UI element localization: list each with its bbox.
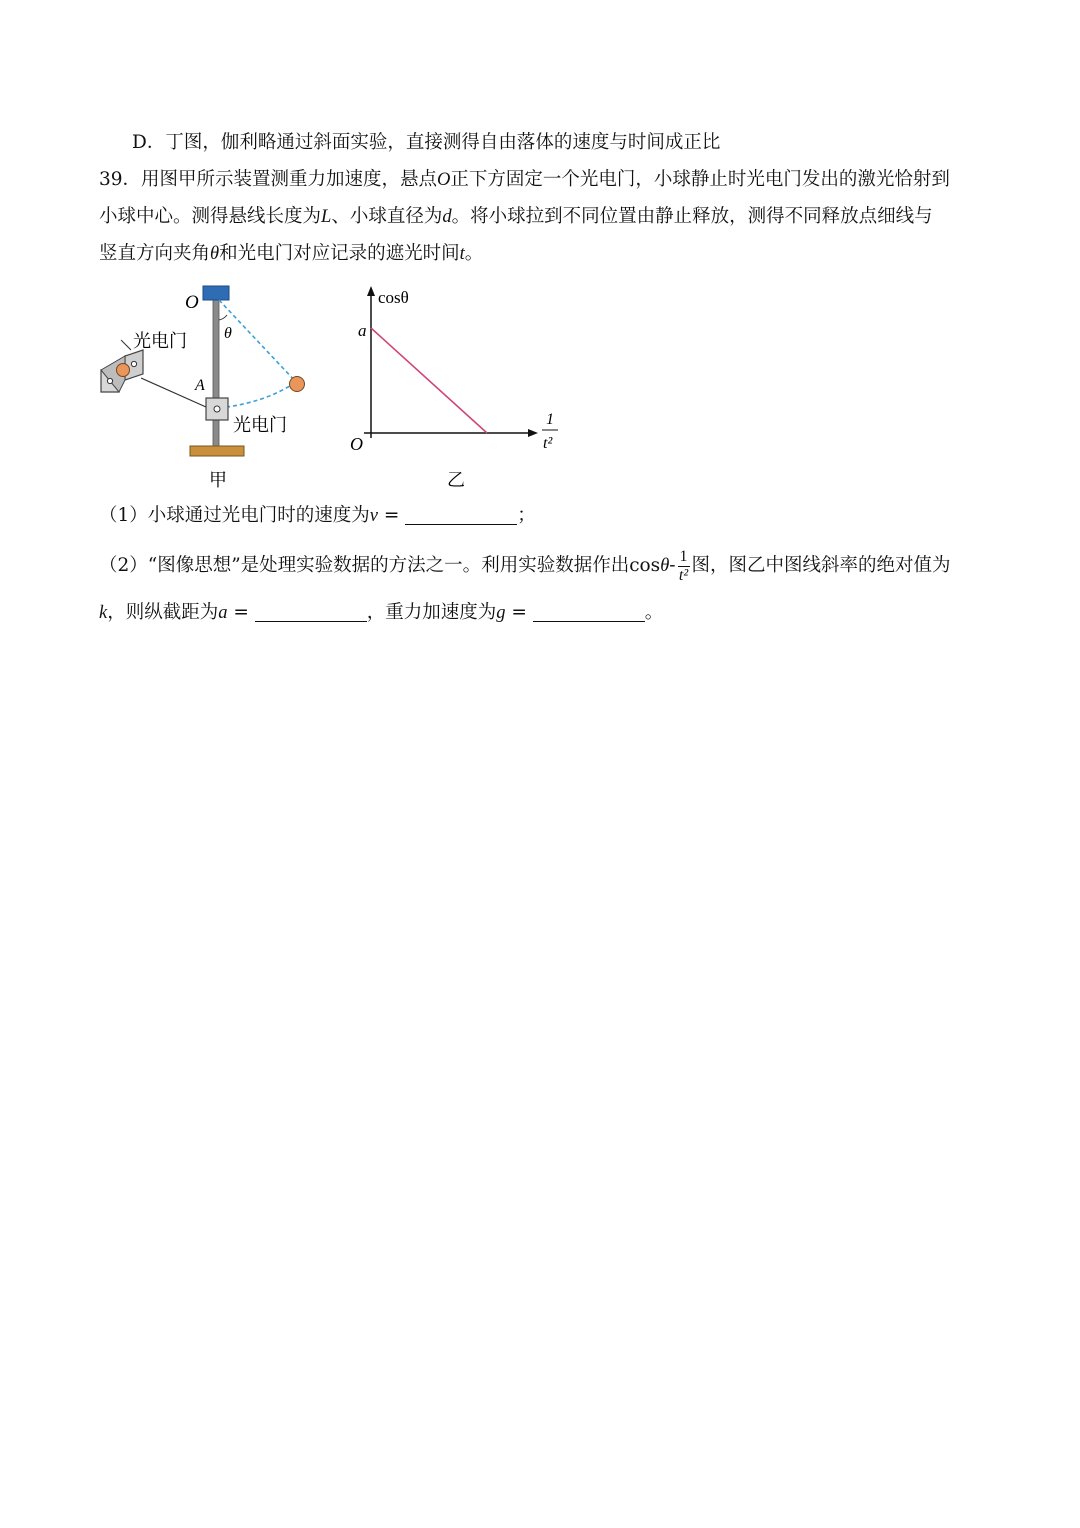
var-O: O	[437, 170, 451, 190]
var-L: L	[321, 207, 332, 227]
answer-blank-v[interactable]	[405, 504, 517, 525]
var-d: d	[442, 207, 452, 227]
data-line	[371, 328, 487, 433]
equals: =	[378, 505, 406, 526]
sub2-text: ，则纵截距为	[107, 602, 219, 623]
frac-den: t²	[678, 566, 689, 584]
y-axis-label: cosθ	[378, 288, 409, 307]
intercept-label: a	[358, 321, 367, 340]
answer-blank-a[interactable]	[255, 601, 367, 622]
var-theta: θ	[210, 244, 220, 264]
var-g: g	[496, 603, 506, 623]
angle-arc	[219, 315, 227, 320]
label-theta: θ	[224, 325, 232, 342]
enlarged-ball	[117, 364, 130, 377]
sub2-text: 图，图乙中图线斜率的绝对值为	[691, 555, 951, 576]
var-theta: θ	[660, 556, 670, 576]
q39-text: 。	[464, 243, 484, 264]
y-axis-arrow-icon	[367, 286, 375, 296]
option-d-text: D．丁图，伽利略通过斜面实验，直接测得自由落体的速度与时间成正比	[132, 132, 721, 153]
base-plate	[190, 446, 244, 456]
caption-yi: 乙	[447, 470, 465, 490]
photogate-hole-icon	[214, 406, 220, 412]
origin-label: O	[350, 434, 363, 454]
answer-blank-g[interactable]	[533, 601, 645, 622]
var-a: a	[218, 603, 228, 623]
equals: =	[505, 602, 533, 623]
label-A: A	[195, 377, 205, 394]
q39-line-1	[99, 167, 950, 193]
q39-text: 和光电门对应记录的遮光时间	[219, 243, 460, 264]
pendulum-ball	[290, 377, 305, 392]
q39-text: 、小球直径为	[331, 206, 443, 227]
sub2-text: ，重力加速度为	[366, 602, 497, 623]
label-gate-top: 光电门	[133, 331, 187, 351]
caption-jia: 甲	[209, 470, 227, 490]
figure-jia	[95, 278, 325, 493]
q39-line-3	[99, 241, 483, 267]
sub2-line-1	[99, 546, 951, 586]
var-k: k	[99, 603, 108, 623]
sub2-line-2	[99, 600, 663, 626]
gate-hole-icon	[107, 378, 112, 383]
sub1-text: （1）小球通过光电门时的速度为	[99, 505, 370, 526]
q39-text: 39．用图甲所示装置测重力加速度，悬点	[99, 169, 438, 190]
q39-text: 正下方固定一个光电门，小球静止时光电门发出的激光恰射到	[450, 169, 950, 190]
q39-line-2	[99, 204, 933, 230]
sub1-text: ；	[517, 505, 536, 526]
swing-arc	[219, 382, 296, 408]
equals: =	[227, 602, 255, 623]
x-axis-label-num: 1	[546, 411, 554, 428]
q39-text: 小球中心。测得悬线长度为	[99, 206, 322, 227]
frac-num: 1	[679, 547, 688, 565]
label-gate-bottom: 光电门	[233, 415, 287, 435]
x-axis-arrow-icon	[528, 429, 538, 437]
sub1	[99, 503, 536, 529]
var-v: v	[369, 506, 378, 526]
figure-yi	[340, 278, 580, 493]
gate-hole-icon	[131, 361, 136, 366]
var-t: t	[459, 244, 465, 264]
label-O: O	[185, 292, 199, 313]
pivot-block	[203, 286, 229, 300]
support-rod	[213, 296, 219, 446]
sub2-text: 。	[644, 602, 664, 623]
sub2-text: （2）“图像思想”是处理实验数据的方法之一。利用实验数据作出cos	[99, 555, 661, 576]
q39-text: 。将小球拉到不同位置由静止释放，测得不同释放点细线与	[451, 206, 933, 227]
label-leader-line	[121, 340, 131, 350]
option-d	[132, 130, 720, 156]
sub2-dash: -	[669, 555, 676, 576]
fraction-1-over-t2	[678, 548, 690, 585]
x-axis-label-den: t²	[543, 435, 553, 452]
q39-text: 竖直方向夹角	[99, 243, 211, 264]
